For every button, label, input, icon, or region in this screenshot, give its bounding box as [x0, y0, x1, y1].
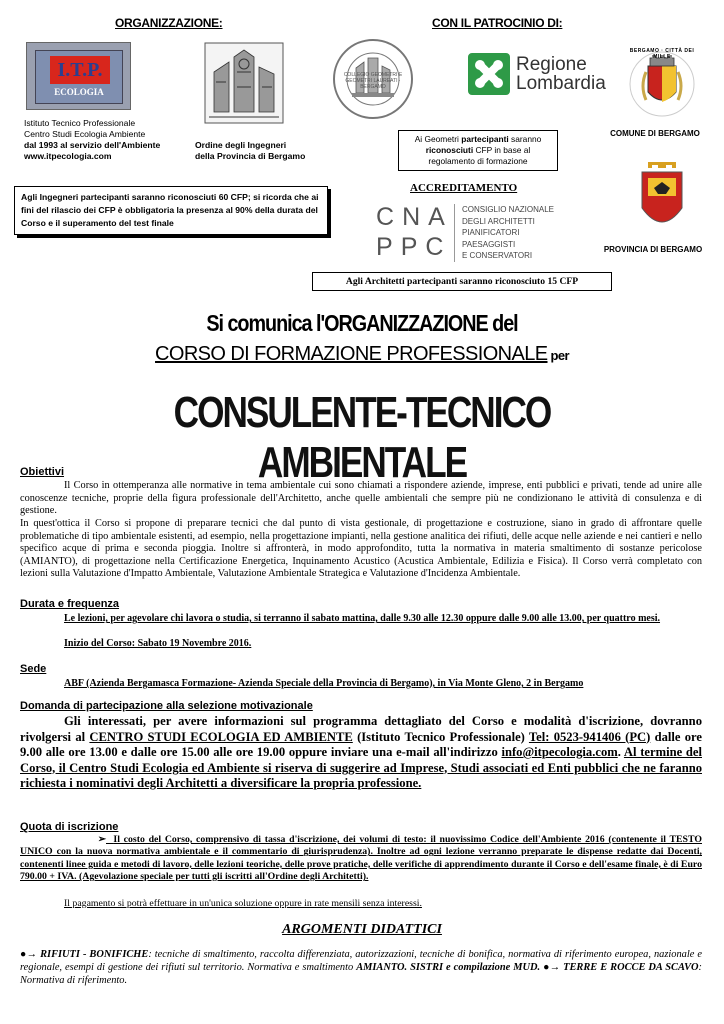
cnappc-letter-n: N — [402, 203, 429, 231]
provincia-bergamo-logo — [638, 158, 686, 238]
sede-address: ABF (Azienda Bergamasca Formazione- Azienda Speciale della Provincia di Bergamo), in Via Monte Gleno, 2 in Bergamo — [64, 678, 584, 689]
cnappc-letter-a: A — [428, 203, 453, 231]
cnappc-text-line4: PAESAGGISTI — [462, 239, 516, 249]
ingegneri-caption — [195, 140, 315, 162]
domanda-centro-studi: CENTRO STUDI ECOLOGIA ED AMBIENTE — [89, 729, 353, 744]
cnappc-letter-p2: P — [400, 233, 426, 261]
geometri-seal — [332, 38, 414, 120]
cnappc-logo — [376, 202, 576, 266]
title-line2-per: per — [547, 348, 569, 363]
argomenti-paragraph — [20, 948, 702, 987]
itp-logo — [26, 42, 131, 110]
itp-caption-line1: Istituto Tecnico Professionale — [24, 118, 136, 128]
ingegneri-cfp-box: Agli Ingegneri partecipanti saranno riconosciuti 60 CFP; si ricorda che ai fini del rilascio dei CFP è obbligatoria la presenza al 90% della durata del Corso e il superamento del test finale — [14, 186, 328, 235]
geometri-cfp-box — [398, 130, 558, 171]
domanda-heading: Domanda di partecipazione alla selezione motivazionale — [20, 700, 313, 712]
course-main-title: CONSULENTE-TECNICO AMBIENTALE — [173, 388, 551, 487]
quota-bullet-icon: ➢ — [97, 834, 106, 845]
argomenti-topic-rifiuti: RIFIUTI - BONIFICHE — [40, 949, 149, 960]
organizzazione-label: ORGANIZZAZIONE: — [115, 16, 223, 30]
regione-lombardia-logo — [468, 53, 618, 97]
geometri-box-text-mid: saranno — [508, 134, 542, 144]
geometri-box-text-pre: Ai Geometri — [414, 134, 462, 144]
argomenti-topic-terre: TERRE E ROCCE DA SCAVO — [563, 962, 699, 973]
cnappc-divider — [454, 204, 455, 262]
regione-line2: Lombardia — [516, 73, 606, 94]
domanda-text-g: . — [617, 745, 624, 759]
cnappc-text-line3: PIANIFICATORI — [462, 228, 520, 237]
geometri-box-bold2: riconosciuti — [425, 145, 474, 155]
argomenti-heading: ARGOMENTI DIDATTICI — [282, 922, 442, 937]
argomenti-desc-1: : tecniche di smaltimento, raccolta differenziata, autorizzazioni, tecniche di bonifica, normativa di riferimento europea, nazionale e regionale, esempi di gestione dei rifiuti sul territorio. Normativa e smaltimento — [20, 949, 702, 973]
domanda-text-a: Gli interessati, per avere informazioni sul programma dettagliato del Corso e modalità d'iscrizione, dovranno rivolgersi al — [20, 714, 702, 744]
itp-caption-line3: dal 1993 al servizio dell'Ambiente — [24, 140, 161, 150]
argomenti-bullet-1: ●→ — [20, 949, 41, 960]
architetti-cfp-box: Agli Architetti partecipanti saranno riconosciuto 15 CFP — [312, 272, 612, 291]
obiettivi-heading: Obiettivi — [20, 466, 65, 478]
cnappc-text — [462, 204, 554, 262]
cnappc-letter-c2: C — [425, 233, 452, 261]
cnappc-text-line5: E CONSERVATORI — [462, 251, 533, 260]
obiettivi-paragraph-1: Il Corso in ottemperanza alle normative in tema ambientale cui sono chiamati a rispondere aziende, imprese, enti pubblici e privati, tende ad unire alle conoscenze tecniche, proprie della figura professionale dell'Architetto, anche quelle ambientali che sempre più ne condizionano le attività di consulenza e di gestione. — [20, 480, 702, 517]
domanda-text-c: (Istituto Tecnico Professionale) — [352, 729, 529, 744]
regione-line1: Regione — [516, 54, 587, 75]
comune-caption: COMUNE DI BERGAMO — [610, 129, 700, 138]
comune-bergamo-logo — [626, 46, 698, 126]
obiettivi-paragraph-2: In quest'ottica il Corso si propone di preparare tecnici che dal punto di vista gestionale, di progettazione e costruzione, siano in grado di affrontare quelle problematiche di tipo ambientale esistenti, ad esempio, nella progettazione impianti, nella gestione analitica dei rifiuti, delle acque nelle aziende e nei cantieri e nello specifico acque di prima e seconda pioggia. Inoltre si affronterà, in modo approfondito, tutta la normativa in materia smaltimento di sostanze pericolose (AMIANTO), di progettazione nella Certificazione Energetica, Inquinamento Acustico (Acustica Ambientale, Edilizia e Fisica). Il Corso verrà completato con lezioni sulla Valutazione d'Impatto Ambientale, Valutazione Ambientale Strategica e Valutazione d'Incidenza Ambientale. — [20, 518, 702, 580]
geometri-box-bold1: partecipanti — [461, 134, 509, 144]
title-line1-pre: Si comunica l' — [206, 310, 325, 336]
cnappc-letter-p1: P — [376, 233, 401, 261]
argomenti-topic-amianto: AMIANTO. SISTRI e compilazione MUD. — [356, 962, 541, 973]
argomenti-desc-3: : Normativa di riferimento. — [20, 962, 703, 986]
itp-logo-text: I.T.P. — [50, 56, 110, 84]
itp-logo-sub: ECOLOGIA — [54, 87, 104, 97]
durata-paragraph-1: Le lezioni, per agevolare chi lavora o studia, si terranno il sabato mattina, dalle 9.30 alle 12.30 oppure dalle 9.00 alle 13.00, per quattro mesi. — [64, 613, 661, 624]
domanda-phone-link[interactable]: Tel: 0523-941406 (PC) — [528, 729, 651, 744]
title-line1 — [51, 310, 674, 337]
title-line1-post: del — [487, 310, 518, 336]
ingegneri-engraving-image — [204, 42, 284, 124]
geometri-seal-text: COLLEGIO GEOMETRI E GEOMETRI LAUREATI · BERGAMO — [343, 72, 403, 90]
ingegneri-caption-line1: Ordine degli Ingegneri — [195, 140, 287, 150]
bergamo-seal-text: BERGAMO · CITTÀ DEI MILLE — [629, 48, 695, 60]
cnappc-text-line1: CONSIGLIO NAZIONALE — [462, 205, 555, 214]
quota-paragraph-1-text: Il costo del Corso, comprensivo di tassa d'iscrizione, dei volumi di testo: il nuovissimo Codice dell'Ambiente 2016 (contenente il TESTO UNICO con la nuova normativa ambientale e il commentario di giurisprudenza). Inoltre ad ogni lezione verranno preparate le dispense redatte dai Docenti, contenenti linee guida e metodi di lavoro, delle lezioni teoriche, delle prove pratiche, delle verifiche di apprendimento durante il Corso e dell'esame finale, è di Euro 790.00 + IVA. (Agevolazione speciale per tutti gli iscritti all'Ordine degli Architetti). — [20, 834, 702, 883]
cnappc-text-line2: DEGLI ARCHITETTI — [462, 216, 535, 226]
patrocinio-label: CON IL PATROCINIO DI: — [432, 16, 563, 30]
domanda-text-h: Al termine del Corso, il Centro Studi Ecologia ed Ambiente si riserva di suggerire ad Imprese, Studi associati ed Enti pubblici che ne faranno richiesta i nominativi degli Architetti a diversificare la propria professione. — [20, 745, 702, 790]
quota-heading: Quota di iscrizione — [20, 821, 119, 833]
durata-start-date: Inizio del Corso: Sabato 19 Novembre 2016. — [64, 638, 252, 649]
title-line1-caps: ORGANIZZAZIONE — [324, 310, 488, 336]
cnappc-letter-c: C — [376, 203, 403, 231]
itp-caption-line2: Centro Studi Ecologia Ambiente — [24, 129, 146, 139]
domanda-text-e: dalle ore 9.00 alle ore 13.00 e dalle ore 15.00 alle ore 19.00 oppure inviare una e-mail all'indirizzo — [20, 729, 702, 759]
ingegneri-caption-line2: della Provincia di Bergamo — [195, 151, 306, 161]
quota-paragraph-1 — [20, 834, 702, 884]
accreditamento-label: ACCREDITAMENTO — [410, 182, 518, 194]
geometri-box-text-post: CFP in base al regolamento di formazione — [428, 145, 531, 166]
provincia-caption: PROVINCIA DI BERGAMO — [603, 245, 703, 254]
domanda-paragraph — [20, 714, 702, 792]
itp-caption-line4: www.itpecologia.com — [24, 151, 112, 161]
sede-heading: Sede — [20, 663, 47, 675]
title-line2 — [0, 343, 724, 366]
title-line2-main: CORSO DI FORMAZIONE PROFESSIONALE — [155, 343, 548, 365]
quota-paragraph-2: Il pagamento si potrà effettuare in un'unica soluzione oppure in rate mensili senza interessi. — [64, 898, 422, 909]
durata-heading: Durata e frequenza — [20, 598, 120, 610]
regione-lombardia-icon — [468, 53, 510, 95]
argomenti-bullet-2: ●→ — [540, 962, 564, 973]
domanda-email-link[interactable]: info@itpecologia.com — [501, 745, 618, 759]
itp-caption — [24, 118, 194, 162]
